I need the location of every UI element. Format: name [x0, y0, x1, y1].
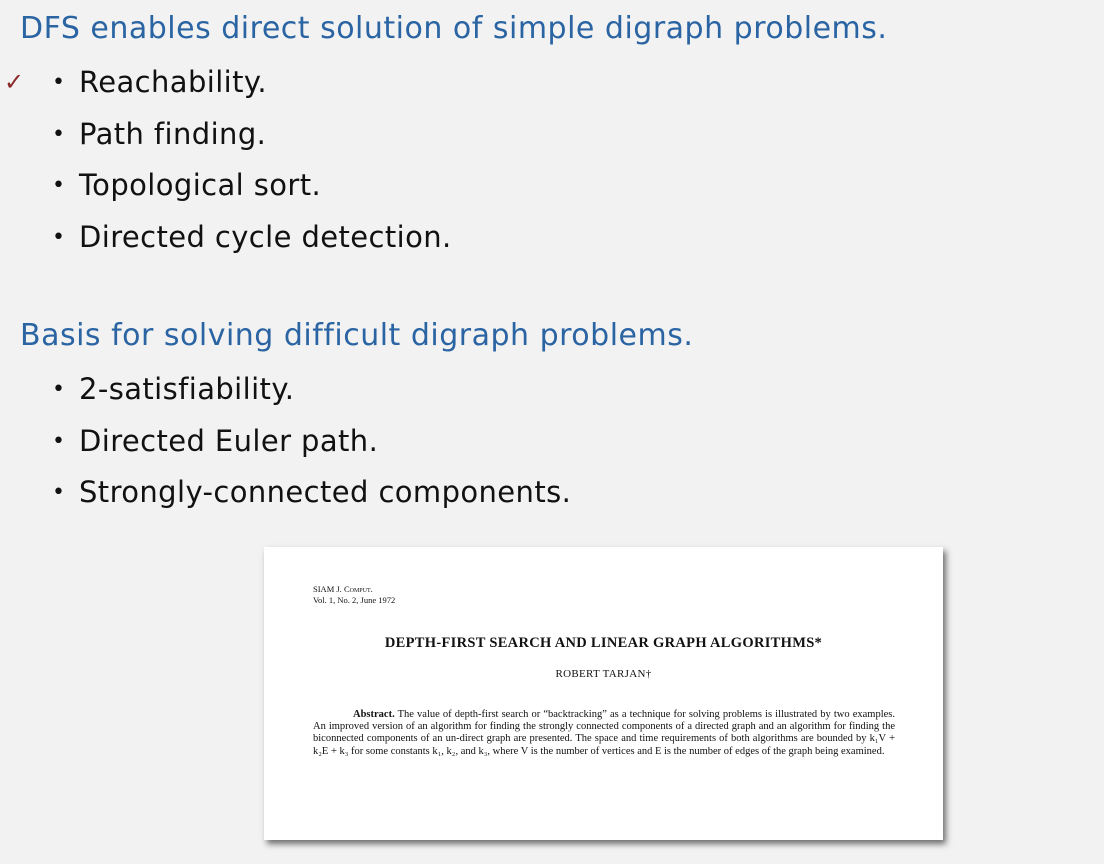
list-item-label: Path finding. — [79, 116, 267, 151]
paper-title: DEPTH-FIRST SEARCH AND LINEAR GRAPH ALGORITHMS* — [384, 635, 823, 651]
checkmark-icon: ✓ — [4, 68, 25, 96]
list-item-topological-sort — [52, 160, 452, 212]
bullet-icon: • — [52, 121, 66, 147]
list-item-2sat — [52, 364, 571, 416]
bullet-icon: • — [52, 70, 66, 95]
list-item-label: 2-satisfiability. — [79, 372, 295, 406]
difficult-problems-list — [52, 364, 571, 519]
list-item-euler-path — [52, 416, 571, 468]
section-heading-simple: DFS enables direct solution of simple digraph problems. — [20, 11, 888, 46]
bullet-icon: • — [52, 428, 66, 454]
list-item-label: Directed cycle detection. — [79, 219, 452, 254]
journal-name: SIAM J. Comput. — [313, 584, 373, 594]
list-item-label: Topological sort. — [79, 168, 322, 202]
bullet-icon: • — [52, 377, 66, 402]
list-item-label: Reachability. — [79, 65, 267, 99]
abstract-text: The value of depth-first search or “backtracking” as a technique for solving problems is illustrated by two examples. An improved version of an algorithm for finding the strongly connected components of a directed graph and an algorithm for finding the biconnected components of an un-direct graph are presented. The space and time requirements of both algorithms are bounded by k₁V + k₂E + k₃ for some constants k₁, k₂, and k₃, where V is the number of vertices and E is the number of edges of the graph being examined. — [313, 709, 895, 757]
bullet-icon: • — [52, 173, 66, 198]
journal-citation — [313, 584, 395, 606]
bullet-icon: • — [52, 480, 66, 505]
list-item-path-finding — [52, 109, 452, 161]
list-item-scc — [52, 467, 571, 519]
list-item-reachability — [4, 57, 452, 109]
journal-volume: Vol. 1, No. 2, June 1972 — [313, 595, 396, 605]
list-item-cycle-detection — [52, 212, 452, 264]
paper-abstract — [313, 709, 895, 758]
section-heading-difficult: Basis for solving difficult digraph problems. — [20, 318, 694, 353]
paper-excerpt-image — [264, 547, 943, 840]
simple-problems-list — [4, 57, 452, 263]
abstract-label: Abstract. — [353, 709, 395, 720]
list-item-label: Directed Euler path. — [79, 423, 379, 458]
bullet-icon: • — [52, 224, 66, 250]
paper-author: ROBERT TARJAN† — [555, 668, 652, 680]
list-item-label: Strongly-connected components. — [79, 475, 572, 509]
